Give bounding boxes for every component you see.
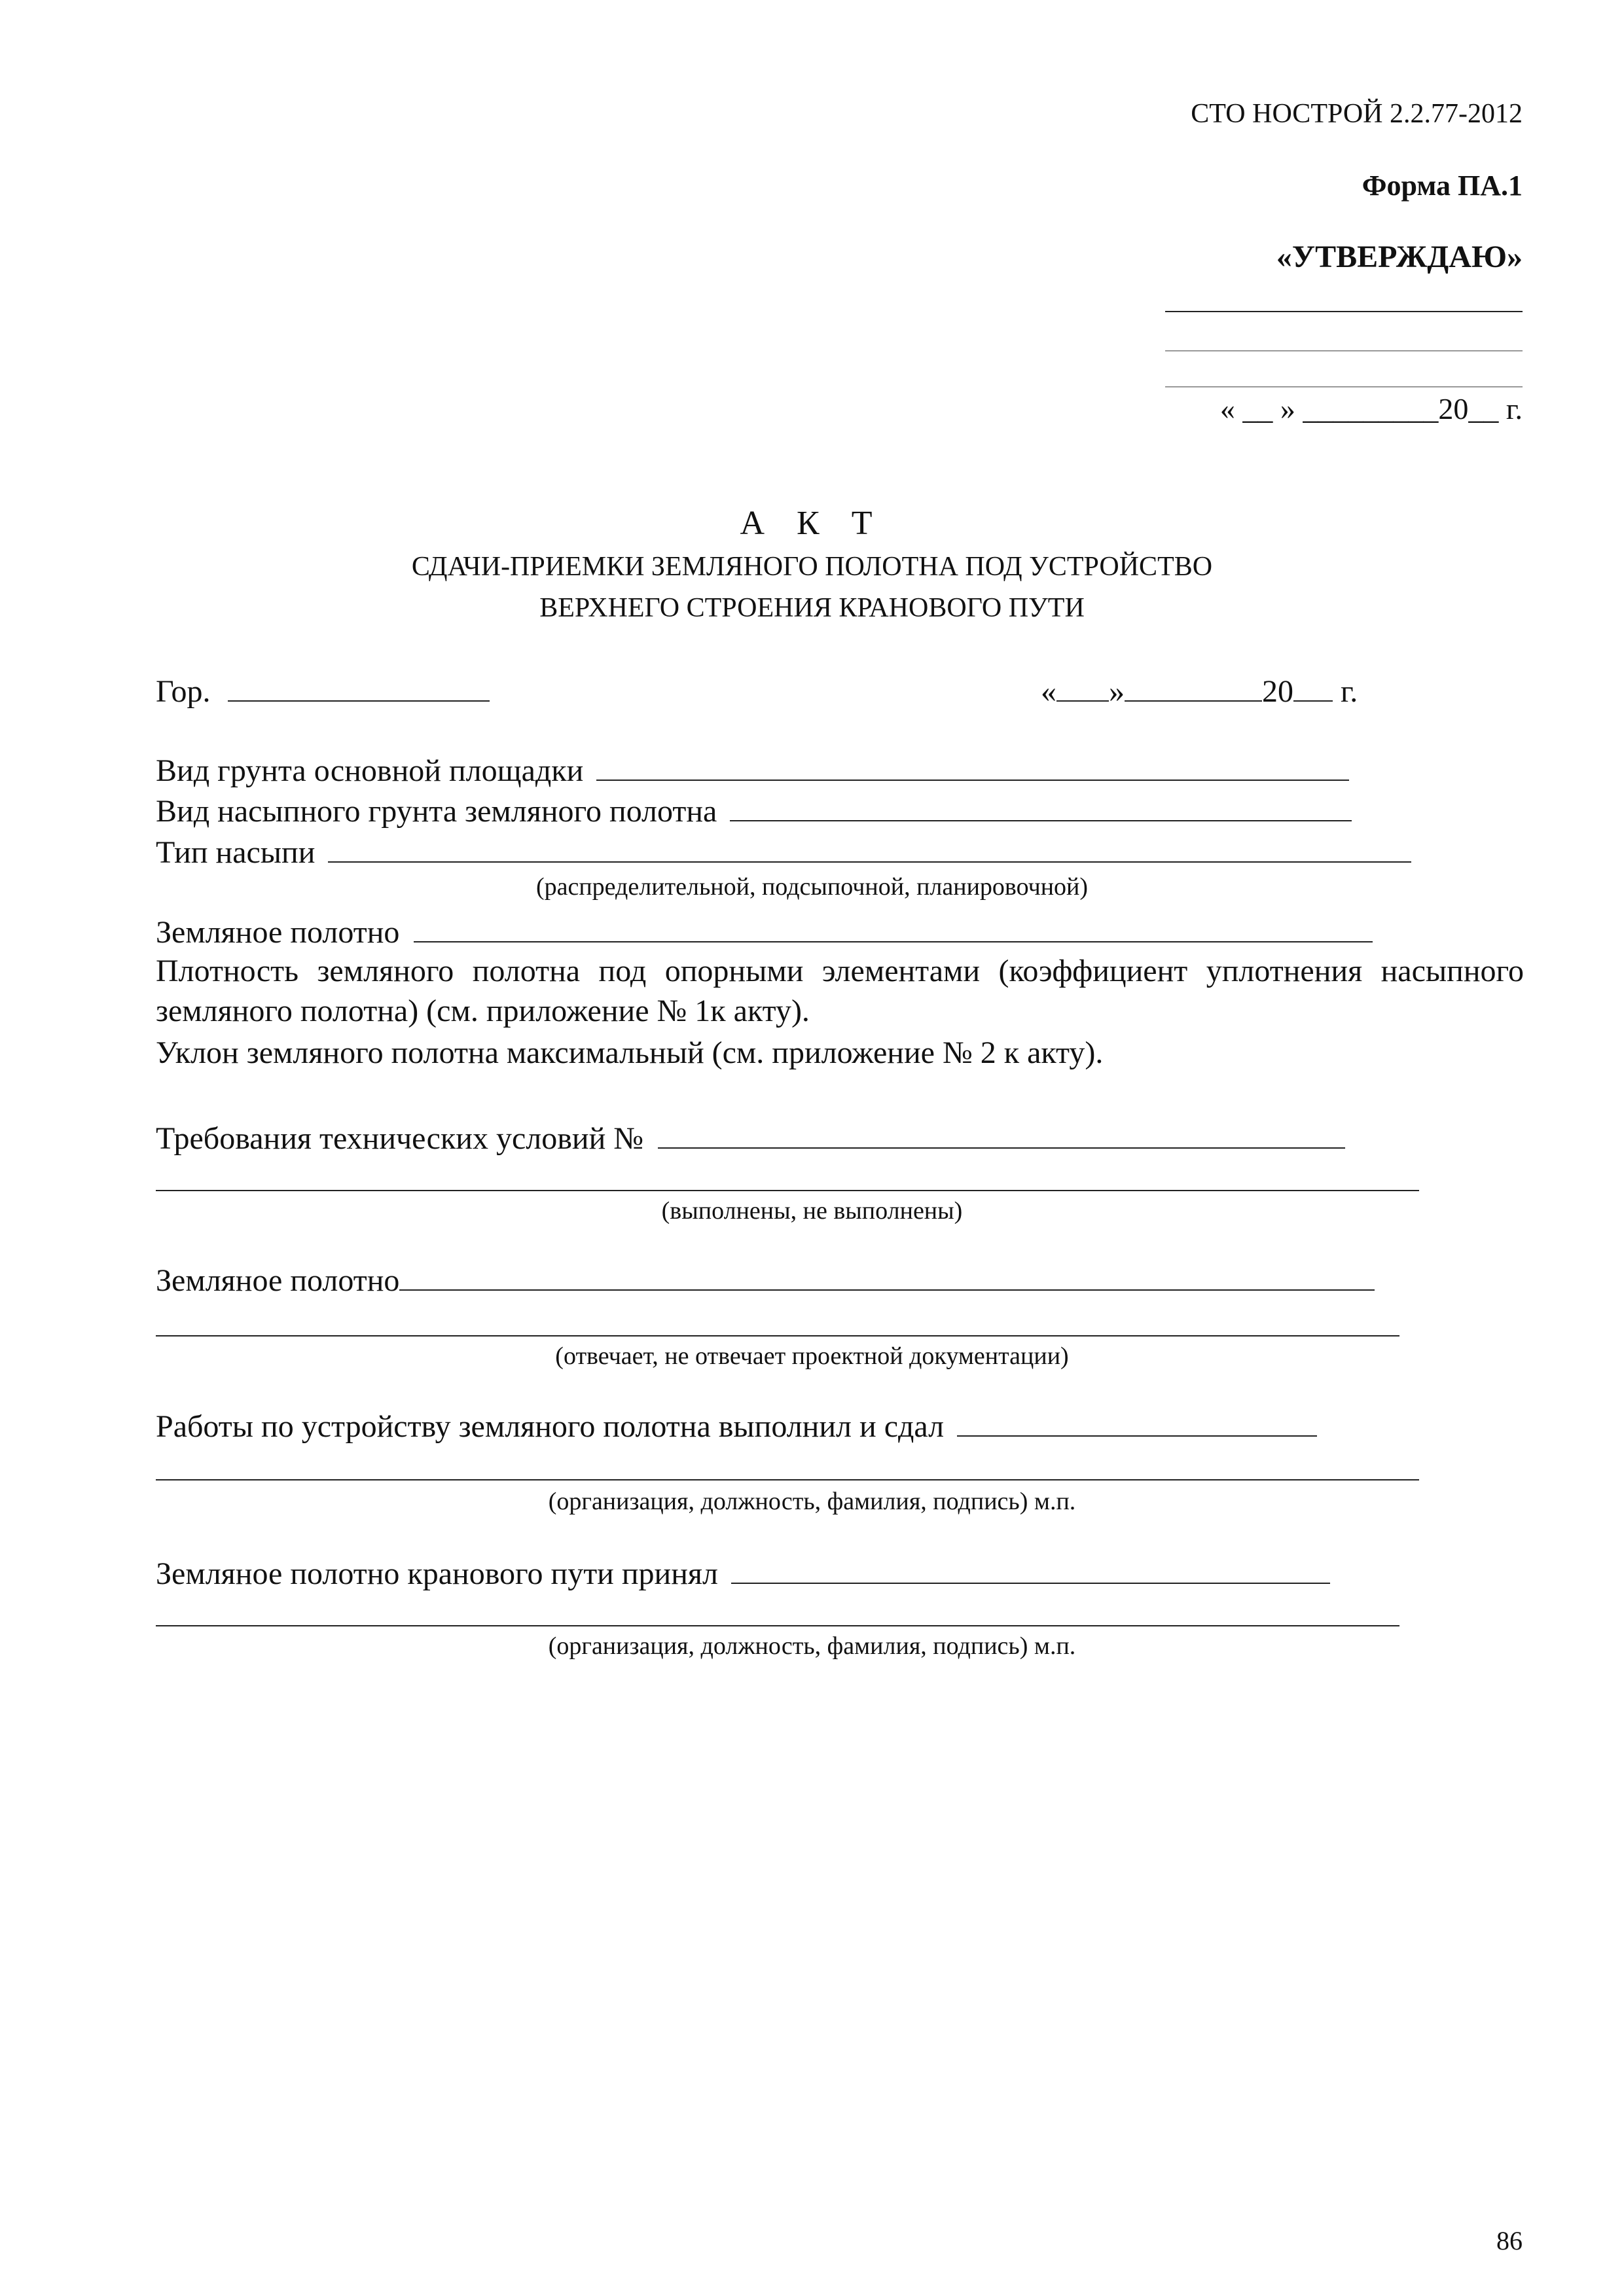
subgrade-label: Земляное полотно — [156, 915, 400, 950]
tech-req-hint: (выполнены, не выполнены) — [661, 1197, 963, 1225]
city-field[interactable] — [228, 669, 490, 702]
date-year-field[interactable] — [1293, 669, 1333, 702]
fill-soil-field[interactable] — [730, 789, 1352, 821]
subgrade-field[interactable] — [414, 910, 1373, 942]
act-date-row — [1041, 669, 1358, 709]
accepted-label: Земляное полотно кранового пути принял — [156, 1556, 718, 1591]
works-done-row — [156, 1404, 1317, 1444]
city-label: Гор. — [156, 674, 211, 709]
accepted-field-2[interactable] — [156, 1625, 1399, 1626]
approve-signature-line-3[interactable] — [1165, 386, 1523, 387]
subgrade-conformity-field[interactable] — [399, 1258, 1375, 1291]
date-close-quote: » — [1109, 674, 1125, 709]
accepted-field[interactable] — [731, 1551, 1330, 1584]
tech-req-number-field[interactable] — [658, 1116, 1345, 1149]
date-year-prefix: 20 — [1262, 674, 1293, 709]
document-subtitle-line-1: СДАЧИ-ПРИЕМКИ ЗЕМЛЯНОГО ПОЛОТНА ПОД УСТРОЙСТВО — [411, 552, 1213, 582]
form-number: Форма ПА.1 — [1362, 170, 1523, 202]
fill-type-field[interactable] — [328, 830, 1411, 863]
works-done-hint: (организация, должность, фамилия, подпись) м.п. — [548, 1488, 1076, 1515]
city-row — [156, 669, 490, 709]
subgrade-row — [156, 910, 1373, 950]
works-done-field[interactable] — [957, 1404, 1317, 1437]
date-year-suffix: г. — [1341, 674, 1358, 709]
fill-soil-row — [156, 789, 1352, 829]
fill-soil-label: Вид насыпного грунта земляного полотна — [156, 794, 717, 829]
soil-base-field[interactable] — [596, 748, 1349, 781]
date-day-field[interactable] — [1056, 669, 1109, 702]
slope-paragraph: Уклон земляного полотна максимальный (см. приложение № 2 к акту). — [156, 1035, 1104, 1070]
accepted-row — [156, 1551, 1330, 1592]
tech-req-label: Требования технических условий № — [156, 1121, 644, 1156]
density-paragraph: Плотность земляного полотна под опорными элементами (коэффициент уплотнения насыпного земляного полотна) (см. приложение № 1к акту). — [156, 954, 1524, 1028]
approve-signature-line-1[interactable] — [1165, 311, 1523, 312]
approve-heading: «УТВЕРЖДАЮ» — [1276, 240, 1523, 274]
subgrade-conformity-label: Земляное полотно — [156, 1263, 400, 1298]
tech-req-result-field[interactable] — [156, 1190, 1419, 1191]
subgrade-conformity-row — [156, 1258, 1375, 1299]
works-done-label: Работы по устройству земляного полотна выполнил и сдал — [156, 1409, 945, 1444]
subgrade-conformity-hint: (отвечает, не отвечает проектной документации) — [555, 1342, 1069, 1370]
soil-base-row — [156, 748, 1349, 789]
works-done-field-2[interactable] — [156, 1479, 1419, 1480]
tech-req-row — [156, 1116, 1345, 1157]
soil-base-label: Вид грунта основной площадки — [156, 753, 584, 788]
accepted-hint: (организация, должность, фамилия, подпись) м.п. — [548, 1632, 1076, 1660]
date-open-quote: « — [1041, 674, 1056, 709]
fill-type-label: Тип насыпи — [156, 835, 316, 870]
document-subtitle-line-2: ВЕРХНЕГО СТРОЕНИЯ КРАНОВОГО ПУТИ — [539, 593, 1085, 623]
date-month-field[interactable] — [1125, 669, 1262, 702]
approve-signature-line-2[interactable] — [1165, 350, 1523, 351]
fill-type-hint: (распределительной, подсыпочной, планировочной) — [535, 873, 1089, 901]
approve-date: « __ » _________20__ г. — [1219, 392, 1523, 425]
subgrade-conformity-field-2[interactable] — [156, 1335, 1399, 1336]
document-title: А К Т — [740, 505, 884, 542]
fill-type-row — [156, 830, 1411, 870]
standard-code: СТО НОСТРОЙ 2.2.77-2012 — [1191, 99, 1523, 129]
page-number: 86 — [1496, 2226, 1523, 2255]
